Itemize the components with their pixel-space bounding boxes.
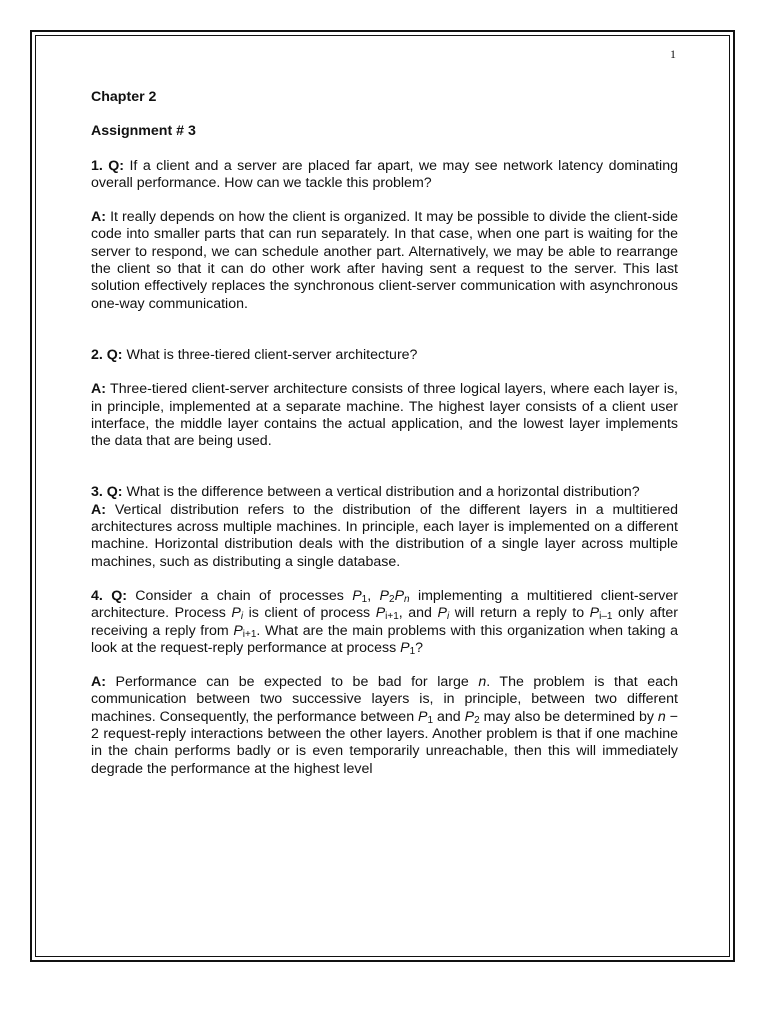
question-4-text: . What are the main problems with this organization when taking a look at the request-reply performance at process [91, 622, 679, 656]
question-4-text: ? [415, 639, 424, 656]
subscript: 1 [427, 714, 434, 726]
question-4-text: will return a reply to [449, 605, 590, 622]
answer-3-text: Vertical distribution refers to the distribution of the different layers in a multitiered architectures across multiple machines. In principle, each layer is implemented on a different machine. Horizontal distribution deals with the distribution of a single layer across multiple machines, such as distributing a single database. [91, 501, 678, 570]
question-3 [91, 484, 678, 501]
symbol-p: P [464, 708, 475, 725]
symbol-p: P [375, 605, 386, 622]
answer-1-label: A: [91, 209, 106, 226]
question-4-label: 4. Q: [91, 587, 127, 604]
subscript: n [404, 593, 410, 605]
answer-4-text: . The problem is that each communication between two successive layers is, in principle, between two different machines. Consequently, the performance between [91, 674, 679, 725]
question-4-text: , [367, 587, 380, 604]
page-number: 1 [670, 47, 676, 61]
assignment-heading: Assignment # 3 [91, 123, 196, 140]
subscript: i [446, 611, 450, 623]
question-4-text: , and [398, 605, 438, 622]
subscript: i [240, 611, 244, 623]
question-2-text: What is three-tiered client-server architecture? [122, 346, 418, 363]
symbol-p: P [589, 605, 600, 622]
question-4-text: is client of process [243, 605, 376, 622]
question-4-text: Consider a chain of processes [126, 587, 353, 604]
chapter-heading: Chapter 2 [91, 89, 157, 105]
answer-2-text: Three-tiered client-server architecture consists of three logical layers, where each layer is, in principle, implemented at a separate machine. The highest layer consists of a client user interface, the middle layer contains the actual application, and the lowest layer implements the data that are being used. [91, 381, 678, 450]
answer-4-text: and [433, 708, 465, 725]
subscript: i+1 [242, 628, 257, 640]
question-2 [91, 347, 678, 364]
question-1-label: 1. Q: [91, 157, 125, 174]
question-4-text: only after receiving a reply from [91, 605, 678, 639]
answer-4-text: Performance can be expected to be bad for large [105, 674, 479, 691]
answer-2-label: A: [91, 381, 106, 398]
subscript: 1 [361, 593, 368, 605]
question-3-text: What is the difference between a vertical distribution and a horizontal distribution? [122, 484, 640, 501]
question-2-label: 2. Q: [91, 346, 123, 363]
answer-1-text: It really depends on how the client is organized. It may be possible to divide the client-side code into smaller parts that can run separately. In that case, when one part is waiting for the server to respond, we can schedule another part. Alternatively, we may be able to rearrange the client so that it can do other work after having sent a request to the server. This last solution effectively replaces the synchronous client-server communication with asynchronous one-way communication. [91, 209, 678, 312]
subscript: 2 [389, 593, 395, 605]
question-3-label: 3. Q: [91, 484, 123, 501]
symbol-p: P [418, 708, 428, 725]
document-body [91, 89, 678, 778]
subscript: 1 [409, 645, 416, 657]
answer-2 [91, 381, 678, 450]
symbol-p: P [400, 639, 410, 656]
question-4-text: implementing a multitiered client-server architecture. Process [91, 587, 678, 622]
symbol-p: P [233, 622, 243, 639]
symbol-p: P [394, 587, 405, 604]
answer-1 [91, 209, 678, 313]
answer-3-label: A: [91, 501, 106, 518]
answer-4-text: − 2 request-reply interactions between the other layers. Another problem is that if one machine in the chain performs badly or is even temporarily unreachable, then this will immediately degrade the performance at the highest level [91, 708, 679, 777]
answer-3 [91, 502, 678, 571]
symbol-n: n [657, 708, 666, 725]
subscript: i+1 [385, 611, 399, 623]
question-1 [91, 158, 678, 193]
symbol-p: P [352, 587, 362, 604]
answer-4-text: may also be determined by [479, 708, 658, 725]
answer-4-label: A: [91, 674, 106, 691]
question-4 [91, 588, 678, 657]
symbol-p: P [231, 605, 241, 622]
symbol-p: P [437, 605, 447, 622]
symbol-p: P [379, 587, 389, 604]
symbol-n: n [478, 674, 487, 691]
answer-4 [91, 674, 678, 778]
subscript: i–1 [599, 611, 613, 623]
subscript: 2 [474, 714, 480, 726]
question-1-text: If a client and a server are placed far apart, we may see network latency dominating overall performance. How can we tackle this problem? [91, 157, 678, 191]
